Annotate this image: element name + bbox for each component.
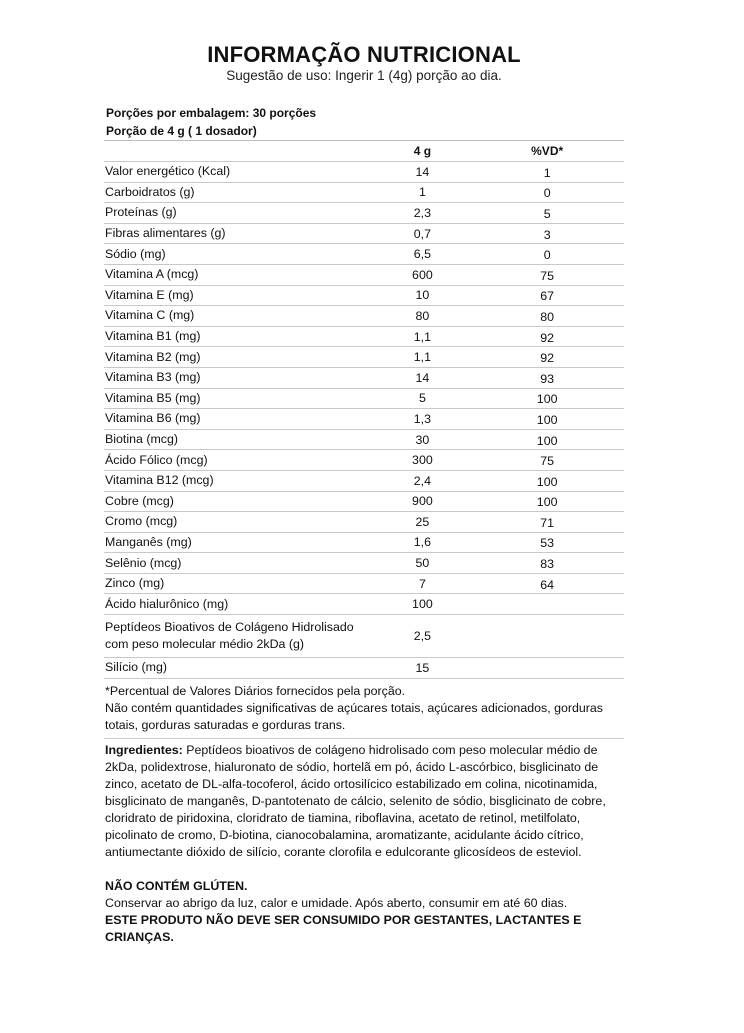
table-row (104, 511, 624, 532)
nutrient-amount: 600 (412, 267, 433, 282)
nutrient-amount: 50 (415, 556, 430, 571)
table-row (104, 161, 624, 182)
nutrient-amount: 300 (412, 453, 433, 468)
nutrient-dv: 100 (536, 495, 558, 510)
nutrient-amount: 2,3 (413, 205, 431, 220)
nutrient-dv: 0 (543, 186, 551, 201)
table-row (104, 326, 624, 347)
nutrient-amount: 80 (415, 308, 430, 323)
table-notes (104, 679, 624, 739)
nutrient-dv: 92 (540, 351, 555, 366)
nutrient-amount: 2,5 (413, 629, 431, 644)
nutrient-dv: 3 (543, 227, 551, 242)
nutrient-amount: 900 (412, 494, 433, 509)
column-header-amount: 4 g (413, 144, 432, 158)
table-row (104, 593, 624, 614)
table-row (104, 182, 624, 203)
nutrient-dv: 75 (540, 268, 555, 283)
table-row (104, 285, 624, 306)
nutrient-amount: 1,1 (413, 329, 431, 344)
nutrient-amount: 10 (415, 288, 430, 303)
nutrient-name: Vitamina A (mcg) (105, 267, 199, 282)
nutrient-dv: 0 (543, 248, 551, 263)
nutrient-dv: 75 (540, 454, 555, 469)
table-row (104, 614, 624, 657)
nutrient-name: Carboidratos (g) (105, 184, 195, 199)
servings-per-package: Porções por embalagem: 30 porções (106, 106, 317, 120)
ingredients (104, 739, 624, 861)
nutrient-name: Ácido hialurônico (mg) (105, 596, 229, 611)
nutrient-name: Silício (mg) (105, 660, 167, 675)
table-row (104, 573, 624, 594)
nutrient-amount: 2,4 (413, 473, 431, 488)
nutrient-name: Zinco (mg) (105, 576, 165, 591)
nutrient-amount: 0,7 (413, 226, 431, 241)
nutrient-name: Cromo (mcg) (105, 514, 178, 529)
table-row (104, 449, 624, 470)
nutrient-amount: 1,3 (413, 411, 431, 426)
nutrition-label (104, 42, 624, 946)
restriction-warning: ESTE PRODUTO NÃO DEVE SER CONSUMIDO POR GESTANTES, LACTANTES E CRIANÇAS. (105, 912, 582, 944)
nutrient-dv: 100 (536, 392, 558, 407)
table-row (104, 264, 624, 285)
nutrient-amount: 15 (415, 660, 430, 675)
nutrient-dv: 1 (543, 165, 551, 180)
nutrient-name: Sódio (mg) (105, 246, 166, 261)
table-row (104, 202, 624, 223)
nutrient-dv: 93 (540, 371, 555, 386)
table-row (104, 367, 624, 388)
nutrient-amount: 100 (412, 597, 433, 612)
nutrient-amount: 14 (415, 164, 430, 179)
nutrient-name: Ácido Fólico (mcg) (105, 452, 208, 467)
usage-suggestion: Sugestão de uso: Ingerir 1 (4g) porção ao dia. (226, 68, 502, 83)
nutrient-name: Manganês (mg) (105, 534, 192, 549)
nutrient-dv (470, 603, 624, 605)
nutrient-dv: 100 (536, 412, 558, 427)
nutrient-name: Biotina (mcg) (105, 432, 178, 447)
table-row (104, 429, 624, 450)
table-row (104, 346, 624, 367)
gluten-warning: NÃO CONTÉM GLÚTEN. (105, 878, 248, 893)
nutrient-name: Vitamina B12 (mcg) (105, 473, 214, 488)
table-row (104, 657, 624, 679)
nutrient-amount: 30 (415, 432, 430, 447)
nutrient-amount: 5 (418, 391, 426, 406)
nutrient-name: Vitamina B6 (mg) (105, 411, 201, 426)
nutrient-dv: 100 (536, 433, 558, 448)
ingredients-text: Peptídeos bioativos de colágeno hidrolisado com peso molecular médio de 2kDa, polidextrose, hialuronato de sódio, hortelã em pó, ácido L-ascórbico, bisglicinato de zinco, acetato de DL-alfa-tocoferol, ácido ortosilícico estabilizado em colina, nicotinamida, bisglicinato de manganês, D-pantotenato de cálcio, selenito de sódio, bisglicinato de cobre, cloridrato de piridoxina, cloridrato de tiamina, riboflavina, acetato de retinol, metilfolato, picolinato de cromo, D-biotina, cianocobalamina, aromatizante, acidulante ácido cítrico, antiumectante dióxido de silício, corante clorofila e edulcorante glicosídeos de esteviol. (105, 742, 606, 859)
nutrient-name: Vitamina B5 (mg) (105, 390, 201, 405)
storage-instructions: Conservar ao abrigo da luz, calor e umidade. Após aberto, consumir em até 60 dias. (105, 895, 568, 910)
table-header (104, 140, 624, 161)
nutrient-dv: 67 (540, 289, 555, 304)
nutrient-name: Vitamina B1 (mg) (105, 329, 201, 344)
page-title: INFORMAÇÃO NUTRICIONAL (207, 42, 521, 67)
nutrient-amount: 1,1 (413, 350, 431, 365)
not-significant-note: Não contém quantidades significativas de açúcares totais, açúcares adicionados, gorduras totais, gorduras saturadas e gorduras trans. (105, 700, 603, 732)
portion-size: Porção de 4 g ( 1 dosador) (106, 124, 257, 138)
nutrient-name: Vitamina B2 (mg) (105, 349, 201, 364)
nutrient-dv: 5 (543, 206, 551, 221)
nutrient-name: Vitamina C (mg) (105, 308, 195, 323)
nutrient-dv: 80 (540, 309, 555, 324)
table-row (104, 408, 624, 429)
table-row (104, 388, 624, 409)
nutrition-table-body (104, 161, 624, 679)
nutrient-name: Peptídeos Bioativos de Colágeno Hidrolisado com peso molecular médio 2kDa (g) (105, 620, 354, 652)
nutrient-amount: 1 (418, 185, 426, 200)
nutrient-dv: 64 (540, 577, 555, 592)
ingredients-label: Ingredientes: (105, 742, 183, 757)
nutrient-amount: 14 (415, 370, 430, 385)
servings-info (104, 104, 624, 140)
table-row (104, 305, 624, 326)
table-row (104, 470, 624, 491)
nutrient-name: Fibras alimentares (g) (105, 226, 226, 241)
nutrient-dv: 71 (540, 515, 555, 530)
nutrient-name: Vitamina E (mg) (105, 287, 194, 302)
dv-note: *Percentual de Valores Diários fornecidos pela porção. (105, 683, 406, 698)
table-row (104, 552, 624, 573)
nutrient-name: Valor energético (Kcal) (105, 164, 231, 179)
column-header-dv: %VD* (531, 144, 564, 158)
table-row (104, 243, 624, 264)
nutrient-name: Selênio (mcg) (105, 555, 182, 570)
nutrient-amount: 1,6 (413, 535, 431, 550)
nutrient-amount: 7 (418, 576, 426, 591)
nutrient-amount: 6,5 (413, 247, 431, 262)
nutrient-name: Cobre (mcg) (105, 493, 174, 508)
nutrient-dv: 53 (540, 536, 555, 551)
nutrient-name: Proteínas (g) (105, 205, 177, 220)
nutrient-dv: 100 (536, 474, 558, 489)
nutrient-dv: 83 (540, 557, 555, 572)
nutrient-dv: 92 (540, 330, 555, 345)
table-row (104, 223, 624, 244)
nutrient-dv (470, 667, 624, 669)
table-row (104, 491, 624, 512)
warnings (104, 878, 624, 946)
nutrient-amount: 25 (415, 514, 430, 529)
table-row (104, 532, 624, 553)
nutrient-dv (470, 635, 624, 637)
nutrient-name: Vitamina B3 (mg) (105, 370, 201, 385)
